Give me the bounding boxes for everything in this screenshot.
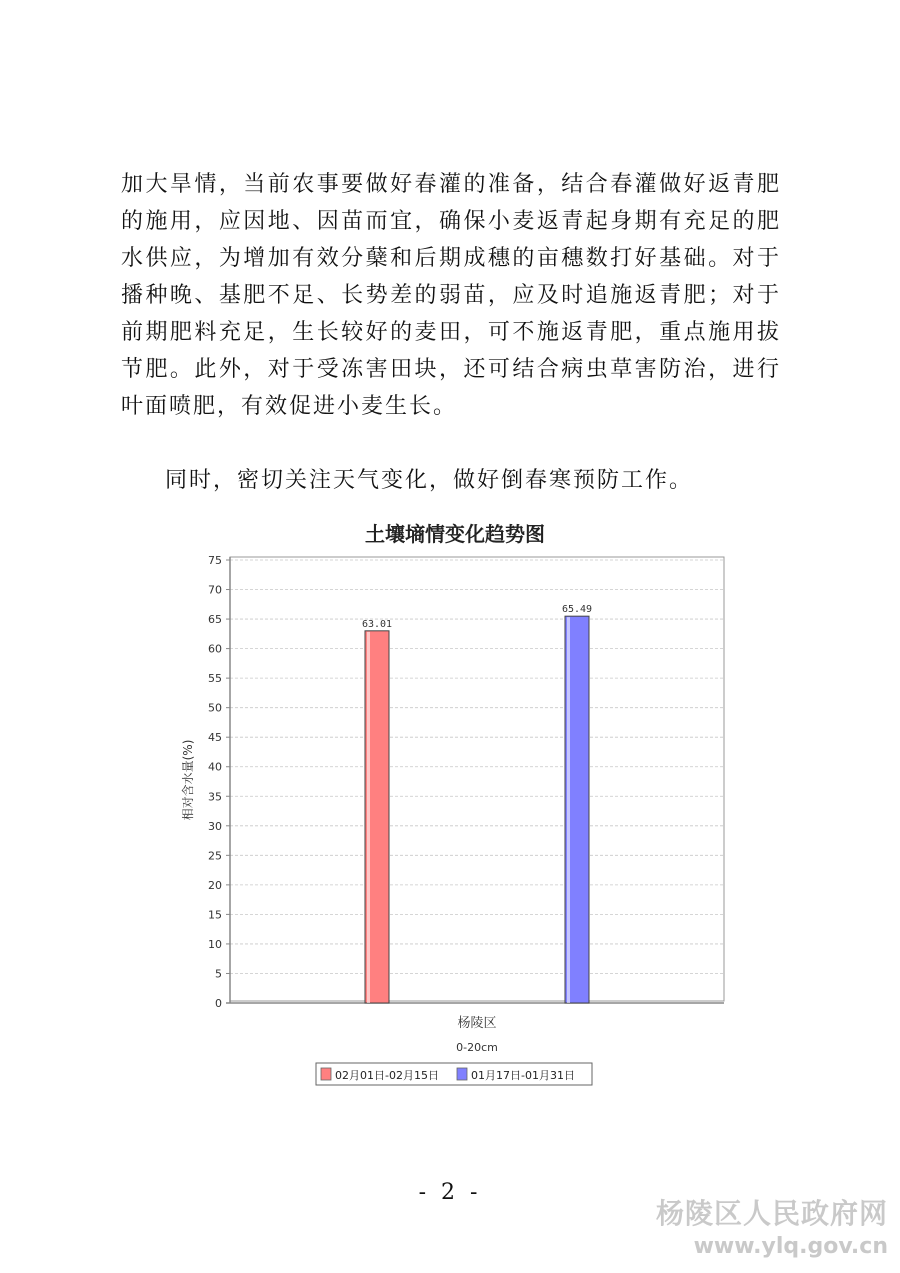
bar-value-label-2: 65.49 bbox=[561, 604, 593, 616]
legend-label-2: 01月17日-01月31日 bbox=[471, 1069, 575, 1082]
x-axis-label: 0-20cm bbox=[456, 1041, 498, 1054]
x-category-label: 杨陵区 bbox=[457, 1016, 497, 1031]
y-tick-label: 50 bbox=[208, 701, 222, 715]
y-tick-label: 55 bbox=[208, 672, 222, 686]
y-tick-label: 45 bbox=[208, 731, 222, 745]
y-tick-label: 0 bbox=[215, 997, 222, 1010]
plot-area bbox=[230, 557, 724, 1001]
y-tick-label: 30 bbox=[208, 819, 222, 833]
body-paragraph-2 bbox=[121, 462, 781, 499]
legend bbox=[316, 1063, 592, 1085]
y-tick-label: 75 bbox=[208, 554, 222, 567]
y-tick-label: 25 bbox=[208, 849, 222, 863]
y-tick-label: 10 bbox=[208, 937, 222, 951]
y-tick-label: 20 bbox=[208, 878, 222, 892]
bar-highlight-2 bbox=[567, 617, 570, 1003]
watermark-title: 杨陵区人民政府网 bbox=[655, 1197, 888, 1230]
page-number: - 2 - bbox=[418, 1180, 482, 1205]
y-tick-label: 40 bbox=[208, 760, 222, 774]
legend-swatch-2 bbox=[457, 1068, 467, 1080]
legend-swatch-1 bbox=[321, 1068, 331, 1080]
body-paragraph-1: 加大旱情，当前农事要做好春灌的准备，结合春灌做好返青肥的施用，应因地、因苗而宜，确保小麦返青起身期有充足的肥水供应，为增加有效分蘖和后期成穗的亩穗数打好基础。对于播种晚、基肥不足、长势差的弱苗，应及时追施返青肥；对于前期肥料充足，生长较好的麦田，可不施返青肥，重点施用拔节肥。此外，对于受冻害田块，还可结合病虫草害防治，进行叶面喷肥，有效促进小麦生长。 bbox=[121, 172, 781, 419]
legend-label-1: 02月01日-02月15日 bbox=[335, 1069, 439, 1082]
y-tick-label: 35 bbox=[208, 790, 222, 804]
y-tick-label: 65 bbox=[208, 613, 222, 627]
bar-highlight-1 bbox=[367, 632, 370, 1003]
y-tick-label: 5 bbox=[215, 967, 222, 981]
watermark-url: www.ylq.gov.cn bbox=[693, 1234, 888, 1259]
chart-title: 土壤墒情变化趋势图 bbox=[365, 522, 545, 546]
watermark bbox=[628, 1196, 888, 1262]
y-axis-label: 相对含水量(%) bbox=[181, 739, 195, 821]
body-paragraph-2-text: 同时，密切关注天气变化，做好倒春寒预防工作。 bbox=[165, 468, 694, 493]
y-tick-label: 60 bbox=[208, 642, 222, 656]
y-axis-ticks bbox=[208, 554, 230, 1010]
bar-value-label-1: 63.01 bbox=[361, 618, 393, 630]
y-tick-label: 15 bbox=[208, 908, 222, 922]
soil-moisture-chart bbox=[170, 515, 730, 1095]
y-tick-label: 70 bbox=[208, 583, 222, 597]
